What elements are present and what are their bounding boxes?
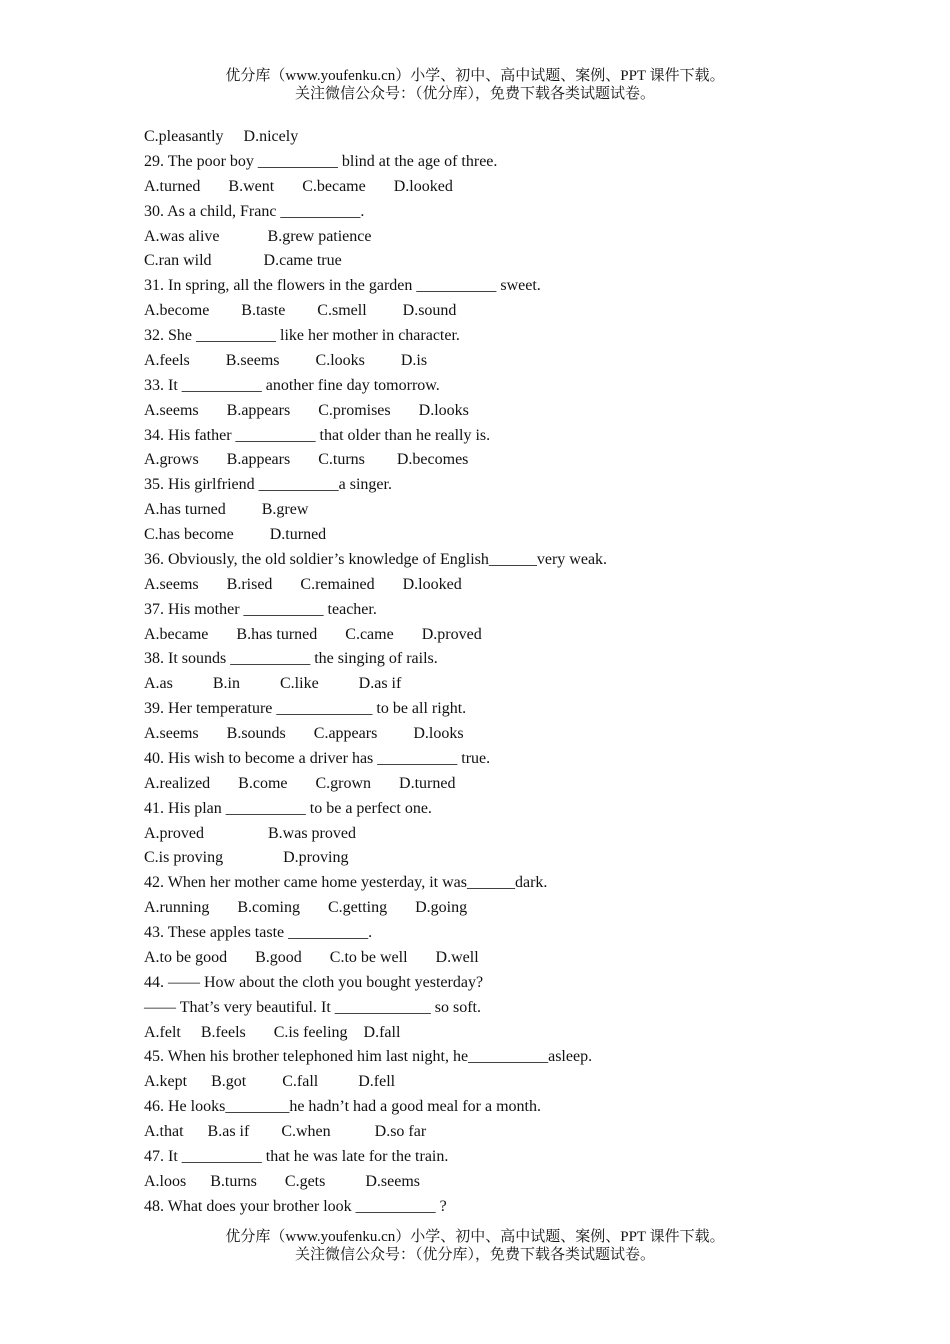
options-line: A.feels B.seems C.looks D.is: [144, 351, 428, 369]
options-line: A.running B.coming C.getting D.going: [144, 899, 468, 917]
options-line: C.has become D.turned: [144, 526, 327, 543]
options-line: C.is proving D.proving: [144, 849, 349, 867]
question-line: 32. She __________ like her mother in character.: [144, 327, 460, 344]
question-line: 39. Her temperature ____________ to be all right.: [144, 700, 467, 718]
options-line: A.become B.taste C.smell D.sound: [144, 302, 457, 320]
footer-line-1: 优分库（www.youfenku.cn）小学、初中、高中试题、案例、PPT 课件下载。: [225, 1229, 725, 1245]
footer-line-2: 关注微信公众号：（优分库），免费下载各类试题试卷。: [294, 1247, 655, 1263]
header-line-1: 优分库（www.youfenku.cn）小学、初中、高中试题、案例、PPT 课件下载。: [225, 68, 725, 84]
question-line: 31. In spring, all the flowers in the garden __________ sweet.: [144, 277, 541, 295]
question-line: 45. When his brother telephoned him last night, he__________asleep.: [144, 1048, 593, 1066]
options-line: A.seems B.sounds C.appears D.looks: [144, 725, 464, 742]
question-line: 41. His plan __________ to be a perfect one.: [144, 799, 432, 817]
question-line: 48. What does your brother look __________ ?: [144, 1197, 447, 1215]
question-line: 29. The poor boy __________ blind at the age of three.: [144, 152, 498, 170]
header-banner: [0, 67, 950, 103]
question-line: 33. It __________ another fine day tomorrow.: [144, 376, 440, 394]
question-line: 36. Obviously, the old soldier’s knowledge of English______very weak.: [144, 550, 608, 568]
options-line: A.that B.as if C.when D.so far: [144, 1123, 427, 1140]
question-line: 44. —— How about the cloth you bought yesterday?: [144, 973, 484, 991]
options-line: A.seems B.appears C.promises D.looks: [144, 401, 469, 419]
question-line: 47. It __________ that he was late for the train.: [144, 1147, 449, 1165]
options-line: A.became B.has turned C.came D.proved: [144, 625, 482, 643]
options-line: A.was alive B.grew patience: [144, 227, 372, 245]
options-line: C.pleasantly D.nicely: [144, 128, 299, 145]
question-line: —— That’s very beautiful. It ____________ so soft.: [144, 998, 481, 1016]
question-line: 38. It sounds __________ the singing of rails.: [144, 650, 438, 668]
options-line: A.grows B.appears C.turns D.becomes: [144, 451, 469, 469]
options-line: A.loos B.turns C.gets D.seems: [144, 1172, 420, 1190]
options-line: A.as B.in C.like D.as if: [144, 675, 402, 693]
options-line: A.turned B.went C.became D.looked: [144, 177, 453, 195]
question-line: 43. These apples taste __________.: [144, 924, 373, 941]
options-line: A.proved B.was proved: [144, 824, 356, 842]
options-line: A.realized B.come C.grown D.turned: [144, 774, 456, 792]
options-line: A.has turned B.grew: [144, 501, 309, 519]
question-line: 40. His wish to become a driver has __________ true.: [144, 749, 491, 767]
question-line: 42. When her mother came home yesterday, it was______dark.: [144, 874, 548, 892]
header-line-2: 关注微信公众号：（优分库），免费下载各类试题试卷。: [294, 86, 655, 102]
options-line: A.kept B.got C.fall D.fell: [144, 1073, 396, 1091]
question-line: 35. His girlfriend __________a singer.: [144, 476, 392, 494]
question-line: 30. As a child, Franc __________.: [144, 202, 365, 220]
options-line: A.felt B.feels C.is feeling D.fall: [144, 1023, 401, 1041]
question-line: 34. His father __________ that older than he really is.: [144, 426, 491, 444]
question-line: 37. His mother __________ teacher.: [144, 600, 377, 618]
options-line: A.to be good B.good C.to be well D.well: [144, 948, 479, 966]
options-line: C.ran wild D.came true: [144, 252, 342, 270]
question-line: 46. He looks________he hadn’t had a good meal for a month.: [144, 1098, 541, 1116]
footer-banner: [0, 1228, 950, 1264]
question-list: [144, 125, 844, 1220]
options-line: A.seems B.rised C.remained D.looked: [144, 575, 462, 593]
